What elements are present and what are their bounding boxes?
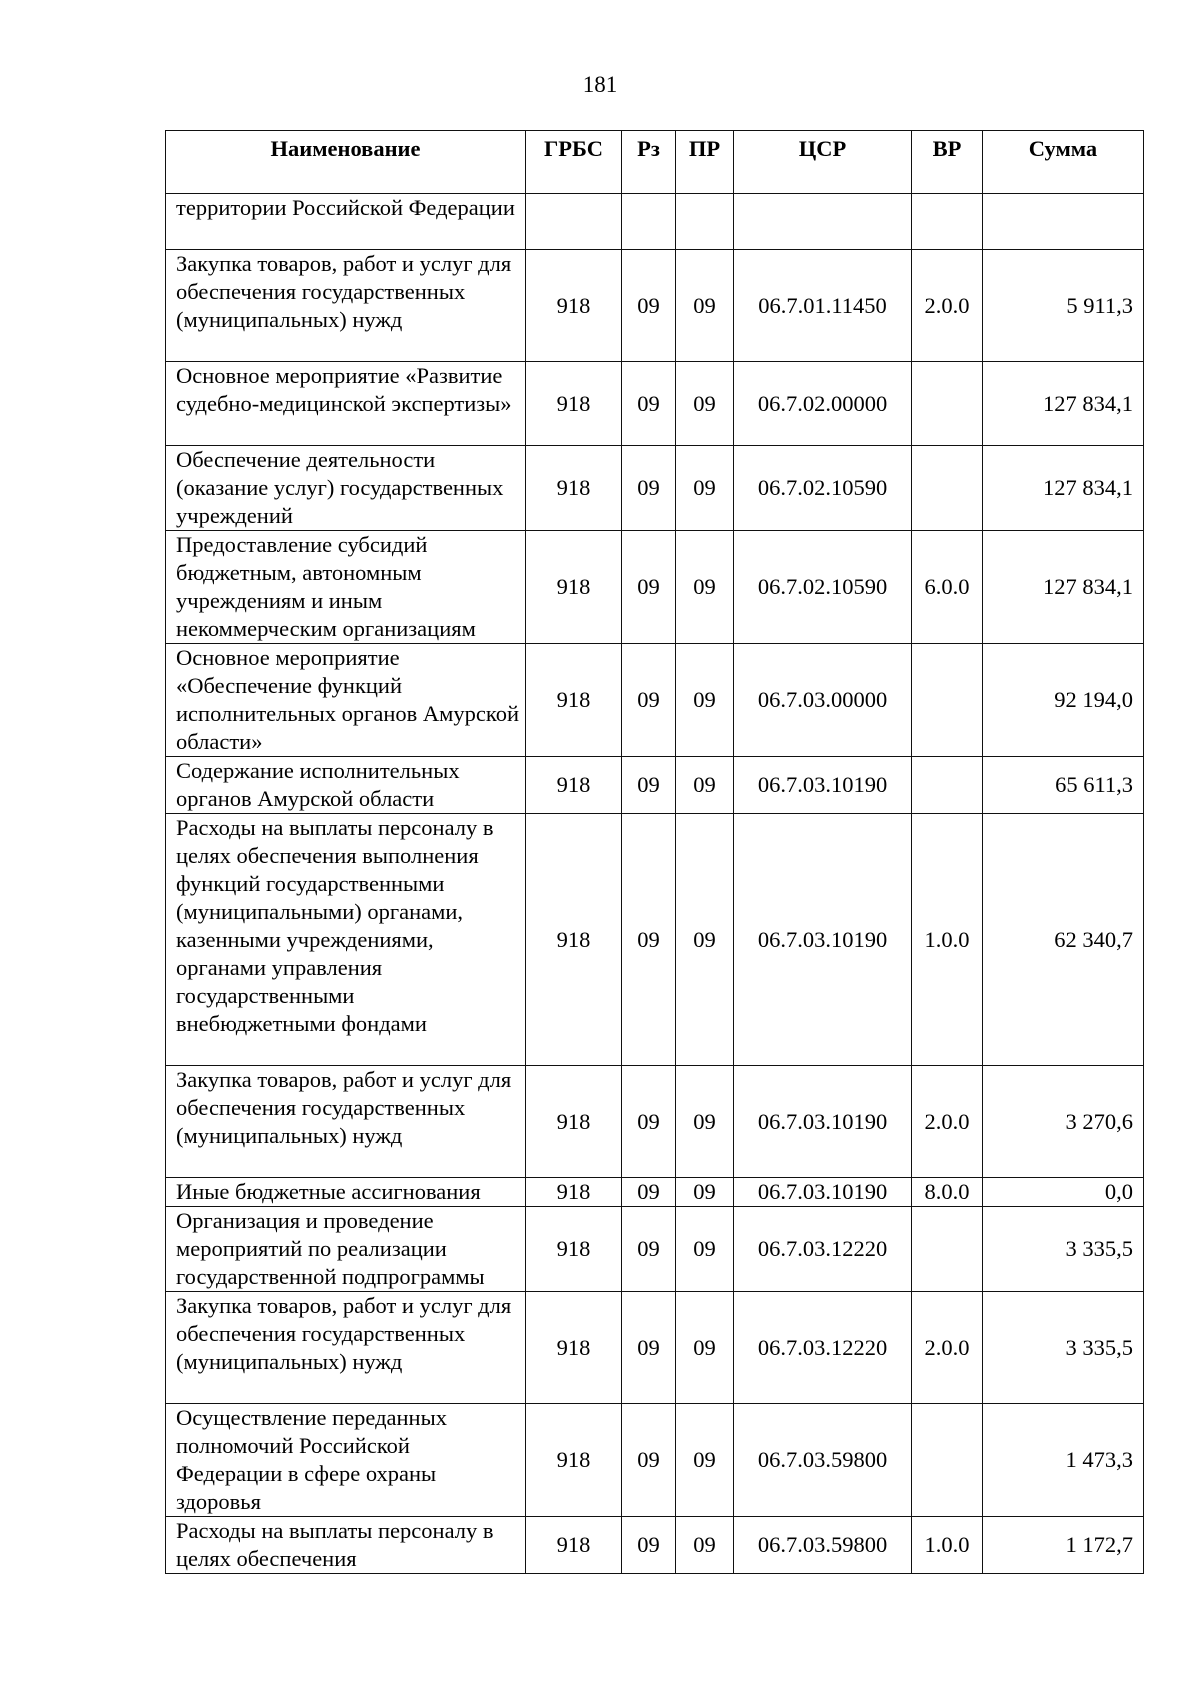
page-number: 181 — [582, 72, 618, 97]
row-name: Закупка товаров, работ и услуг для обеспечения государственных (муниципальных) нужд — [166, 1066, 526, 1178]
row-vr: 1.0.0 — [912, 814, 983, 1066]
row-name: Расходы на выплаты персоналу в целях обеспечения выполнения функций государственными (муниципальными) органами, казенными учреждениями, органами управления государственными внебюджетными фондами — [166, 814, 526, 1066]
table-row — [166, 446, 1144, 531]
row-rz: 09 — [622, 1207, 676, 1292]
row-csr: 06.7.03.10190 — [734, 1178, 912, 1207]
row-vr — [912, 446, 983, 531]
table-row — [166, 1207, 1144, 1292]
row-rz: 09 — [622, 446, 676, 531]
table-row — [166, 1404, 1144, 1517]
row-csr: 06.7.03.10190 — [734, 1066, 912, 1178]
row-rz: 09 — [622, 362, 676, 446]
row-name: Закупка товаров, работ и услуг для обеспечения государственных (муниципальных) нужд — [166, 250, 526, 362]
row-csr: 06.7.02.10590 — [734, 446, 912, 531]
row-vr — [912, 1207, 983, 1292]
row-grbs: 918 — [526, 531, 622, 644]
row-grbs: 918 — [526, 250, 622, 362]
row-grbs: 918 — [526, 1517, 622, 1574]
row-vr: 8.0.0 — [912, 1178, 983, 1207]
row-pr: 09 — [676, 1178, 734, 1207]
row-pr: 09 — [676, 644, 734, 757]
column-header-grbs: ГРБС — [526, 131, 622, 194]
row-grbs: 918 — [526, 814, 622, 1066]
table-header-row — [166, 131, 1144, 194]
row-pr: 09 — [676, 1292, 734, 1404]
row-csr: 06.7.03.12220 — [734, 1207, 912, 1292]
row-pr: 09 — [676, 814, 734, 1066]
row-rz: 09 — [622, 1292, 676, 1404]
row-name: Основное мероприятие «Развитие судебно-медицинской экспертизы» — [166, 362, 526, 446]
row-vr — [912, 757, 983, 814]
row-vr — [912, 644, 983, 757]
row-sum: 1 473,3 — [983, 1404, 1144, 1517]
row-grbs: 918 — [526, 644, 622, 757]
row-grbs: 918 — [526, 1404, 622, 1517]
row-grbs: 918 — [526, 362, 622, 446]
row-rz: 09 — [622, 1178, 676, 1207]
table-row — [166, 362, 1144, 446]
row-sum: 3 335,5 — [983, 1207, 1144, 1292]
table-row — [166, 250, 1144, 362]
row-pr — [676, 194, 734, 250]
row-csr: 06.7.02.00000 — [734, 362, 912, 446]
row-sum: 1 172,7 — [983, 1517, 1144, 1574]
row-rz: 09 — [622, 250, 676, 362]
row-grbs: 918 — [526, 1178, 622, 1207]
row-vr — [912, 194, 983, 250]
row-sum: 3 270,6 — [983, 1066, 1144, 1178]
row-rz: 09 — [622, 1517, 676, 1574]
row-name: Основное мероприятие «Обеспечение функций исполнительных органов Амурской области» — [166, 644, 526, 757]
row-csr: 06.7.03.10190 — [734, 757, 912, 814]
row-csr: 06.7.03.10190 — [734, 814, 912, 1066]
row-sum: 127 834,1 — [983, 446, 1144, 531]
row-sum: 127 834,1 — [983, 362, 1144, 446]
column-header-name: Наименование — [166, 131, 526, 194]
row-grbs: 918 — [526, 757, 622, 814]
row-sum — [983, 194, 1144, 250]
row-pr: 09 — [676, 531, 734, 644]
row-rz: 09 — [622, 1404, 676, 1517]
row-pr: 09 — [676, 1066, 734, 1178]
row-grbs: 918 — [526, 446, 622, 531]
budget-table — [165, 130, 1144, 1574]
row-name: Содержание исполнительных органов Амурской области — [166, 757, 526, 814]
column-header-rz: Рз — [622, 131, 676, 194]
column-header-sum: Сумма — [983, 131, 1144, 194]
row-csr: 06.7.01.11450 — [734, 250, 912, 362]
row-name: Осуществление переданных полномочий Российской Федерации в сфере охраны здоровья — [166, 1404, 526, 1517]
table-row — [166, 757, 1144, 814]
column-header-pr: ПР — [676, 131, 734, 194]
row-vr: 2.0.0 — [912, 1066, 983, 1178]
row-name: территории Российской Федерации — [166, 194, 526, 250]
row-sum: 127 834,1 — [983, 531, 1144, 644]
row-csr: 06.7.03.59800 — [734, 1404, 912, 1517]
row-csr: 06.7.03.12220 — [734, 1292, 912, 1404]
row-sum: 0,0 — [983, 1178, 1144, 1207]
table-row — [166, 531, 1144, 644]
row-vr — [912, 1404, 983, 1517]
row-pr: 09 — [676, 1517, 734, 1574]
row-vr: 2.0.0 — [912, 1292, 983, 1404]
row-pr: 09 — [676, 757, 734, 814]
row-csr: 06.7.03.00000 — [734, 644, 912, 757]
row-rz: 09 — [622, 531, 676, 644]
row-sum: 3 335,5 — [983, 1292, 1144, 1404]
column-header-vr: ВР — [912, 131, 983, 194]
row-name: Организация и проведение мероприятий по реализации государственной подпрограммы — [166, 1207, 526, 1292]
row-rz: 09 — [622, 814, 676, 1066]
row-grbs: 918 — [526, 1207, 622, 1292]
row-pr: 09 — [676, 446, 734, 531]
row-grbs — [526, 194, 622, 250]
column-header-csr: ЦСР — [734, 131, 912, 194]
row-sum: 65 611,3 — [983, 757, 1144, 814]
table-row — [166, 194, 1144, 250]
row-vr — [912, 362, 983, 446]
row-pr: 09 — [676, 1207, 734, 1292]
row-sum: 92 194,0 — [983, 644, 1144, 757]
row-csr: 06.7.03.59800 — [734, 1517, 912, 1574]
row-grbs: 918 — [526, 1066, 622, 1178]
row-sum: 62 340,7 — [983, 814, 1144, 1066]
row-vr: 2.0.0 — [912, 250, 983, 362]
row-name: Закупка товаров, работ и услуг для обеспечения государственных (муниципальных) нужд — [166, 1292, 526, 1404]
row-vr: 1.0.0 — [912, 1517, 983, 1574]
table-row — [166, 1178, 1144, 1207]
row-rz — [622, 194, 676, 250]
row-csr: 06.7.02.10590 — [734, 531, 912, 644]
table-row — [166, 1292, 1144, 1404]
table-row — [166, 644, 1144, 757]
row-vr: 6.0.0 — [912, 531, 983, 644]
row-pr: 09 — [676, 362, 734, 446]
row-name: Расходы на выплаты персоналу в целях обеспечения — [166, 1517, 526, 1574]
row-name: Предоставление субсидий бюджетным, автономным учреждениям и иным некоммерческим организациям — [166, 531, 526, 644]
table-row — [166, 1066, 1144, 1178]
row-grbs: 918 — [526, 1292, 622, 1404]
row-name: Обеспечение деятельности (оказание услуг) государственных учреждений — [166, 446, 526, 531]
row-rz: 09 — [622, 757, 676, 814]
row-pr: 09 — [676, 250, 734, 362]
table-row — [166, 1517, 1144, 1574]
row-name: Иные бюджетные ассигнования — [166, 1178, 526, 1207]
row-rz: 09 — [622, 644, 676, 757]
row-sum: 5 911,3 — [983, 250, 1144, 362]
row-pr: 09 — [676, 1404, 734, 1517]
row-csr — [734, 194, 912, 250]
table-row — [166, 814, 1144, 1066]
row-rz: 09 — [622, 1066, 676, 1178]
